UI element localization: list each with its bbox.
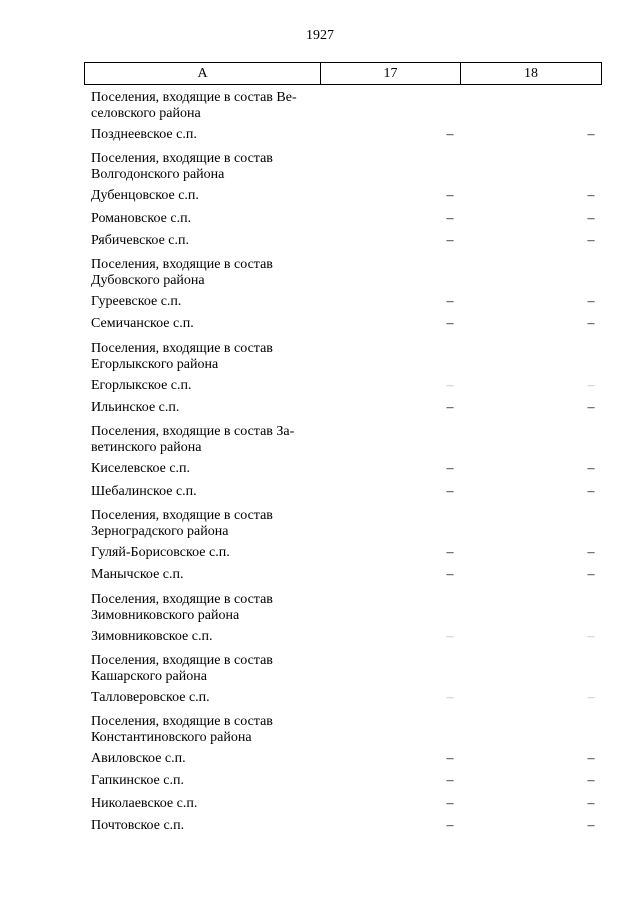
table-row [0, 123, 640, 145]
table-row [0, 625, 640, 647]
settlement-name: Гуреевское с.п. [91, 294, 182, 310]
settlement-name: Шебалинское с.п. [91, 483, 197, 499]
group-label: Поселения, входящие в состав Кашарского района [91, 652, 273, 684]
column-header-a: А [85, 63, 321, 85]
value-col-18: – [587, 751, 595, 767]
value-col-17: – [446, 544, 454, 560]
table-row [0, 480, 640, 502]
group-label: Поселения, входящие в состав Егорлыкского района [91, 340, 273, 372]
settlement-name: Манычское с.п. [91, 567, 184, 583]
value-col-18: – [587, 773, 595, 789]
value-col-17: – [446, 210, 454, 226]
table-row [0, 229, 640, 251]
value-col-17: – [446, 628, 454, 644]
settlement-name: Гапкинское с.п. [91, 773, 184, 789]
column-header-18: 18 [461, 63, 602, 85]
settlement-name: Гуляй-Борисовское с.п. [91, 544, 230, 560]
settlement-name: Талловеровское с.п. [91, 689, 210, 705]
settlement-name: Рябичевское с.п. [91, 232, 189, 248]
value-col-17: – [446, 127, 454, 142]
group-label: Поселения, входящие в состав Дубовского района [91, 257, 273, 289]
value-col-17: – [446, 400, 454, 416]
value-col-18: – [587, 210, 595, 226]
value-col-17: – [446, 377, 454, 393]
settlement-name: Зимовниковское с.п. [91, 628, 213, 644]
table-row [0, 792, 640, 814]
table-row [0, 312, 640, 334]
group-header-row [0, 251, 640, 290]
settlement-name: Романовское с.п. [91, 210, 192, 226]
table-row [0, 541, 640, 563]
value-col-17: – [446, 316, 454, 332]
table-row [0, 686, 640, 708]
value-col-17: – [446, 483, 454, 499]
settlement-name: Дубенцовское с.п. [91, 188, 199, 204]
table-row [0, 457, 640, 479]
table-row [0, 290, 640, 312]
value-col-18: – [587, 461, 595, 477]
value-col-18: – [587, 818, 595, 834]
settlement-name: Авиловское с.п. [91, 751, 186, 767]
value-col-17: – [446, 188, 454, 204]
column-header-17: 17 [321, 63, 461, 85]
table-row [0, 184, 640, 206]
group-label: Поселения, входящие в состав Константиновского района [91, 714, 273, 746]
value-col-17: – [446, 567, 454, 583]
value-col-18: – [587, 294, 595, 310]
group-label: Поселения, входящие в состав Ве- селовского района [91, 90, 297, 121]
table-row [0, 814, 640, 836]
value-col-18: – [587, 628, 595, 644]
group-label: Поселения, входящие в состав За- ветинского района [91, 424, 295, 456]
settlement-name: Ильинское с.п. [91, 400, 180, 416]
table-body [0, 84, 640, 836]
group-label: Поселения, входящие в состав Волгодонского района [91, 151, 273, 183]
settlement-name: Николаевское с.п. [91, 795, 198, 811]
table-row [0, 207, 640, 229]
settlement-name: Почтовское с.п. [91, 818, 185, 834]
value-col-17: – [446, 689, 454, 705]
group-header-row [0, 502, 640, 541]
table-row [0, 563, 640, 585]
group-header-row [0, 84, 640, 123]
settlement-name: Позднеевское с.п. [91, 127, 197, 142]
settlement-name: Егорлыкское с.п. [91, 377, 192, 393]
settlement-name: Киселевское с.п. [91, 461, 191, 477]
page-number: 1927 [306, 28, 334, 43]
value-col-18: – [587, 316, 595, 332]
group-header-row [0, 708, 640, 747]
group-label: Поселения, входящие в состав Зерноградского района [91, 507, 273, 539]
value-col-18: – [587, 689, 595, 705]
value-col-18: – [587, 377, 595, 393]
value-col-17: – [446, 818, 454, 834]
table-row [0, 747, 640, 769]
value-col-18: – [587, 400, 595, 416]
value-col-18: – [587, 127, 595, 142]
value-col-18: – [587, 544, 595, 560]
value-col-18: – [587, 567, 595, 583]
group-header-row [0, 586, 640, 625]
value-col-17: – [446, 751, 454, 767]
value-col-17: – [446, 232, 454, 248]
table-row [0, 769, 640, 791]
value-col-17: – [446, 773, 454, 789]
table-row [0, 396, 640, 418]
value-col-18: – [587, 232, 595, 248]
table-header [84, 62, 602, 85]
group-header-row [0, 418, 640, 457]
value-col-18: – [587, 483, 595, 499]
group-label: Поселения, входящие в состав Зимовниковского района [91, 591, 273, 623]
value-col-17: – [446, 294, 454, 310]
value-col-18: – [587, 188, 595, 204]
value-col-18: – [587, 795, 595, 811]
table-row [0, 374, 640, 396]
settlement-name: Семичанское с.п. [91, 316, 194, 332]
group-header-row [0, 335, 640, 374]
value-col-17: – [446, 795, 454, 811]
group-header-row [0, 647, 640, 686]
value-col-17: – [446, 461, 454, 477]
group-header-row [0, 145, 640, 184]
